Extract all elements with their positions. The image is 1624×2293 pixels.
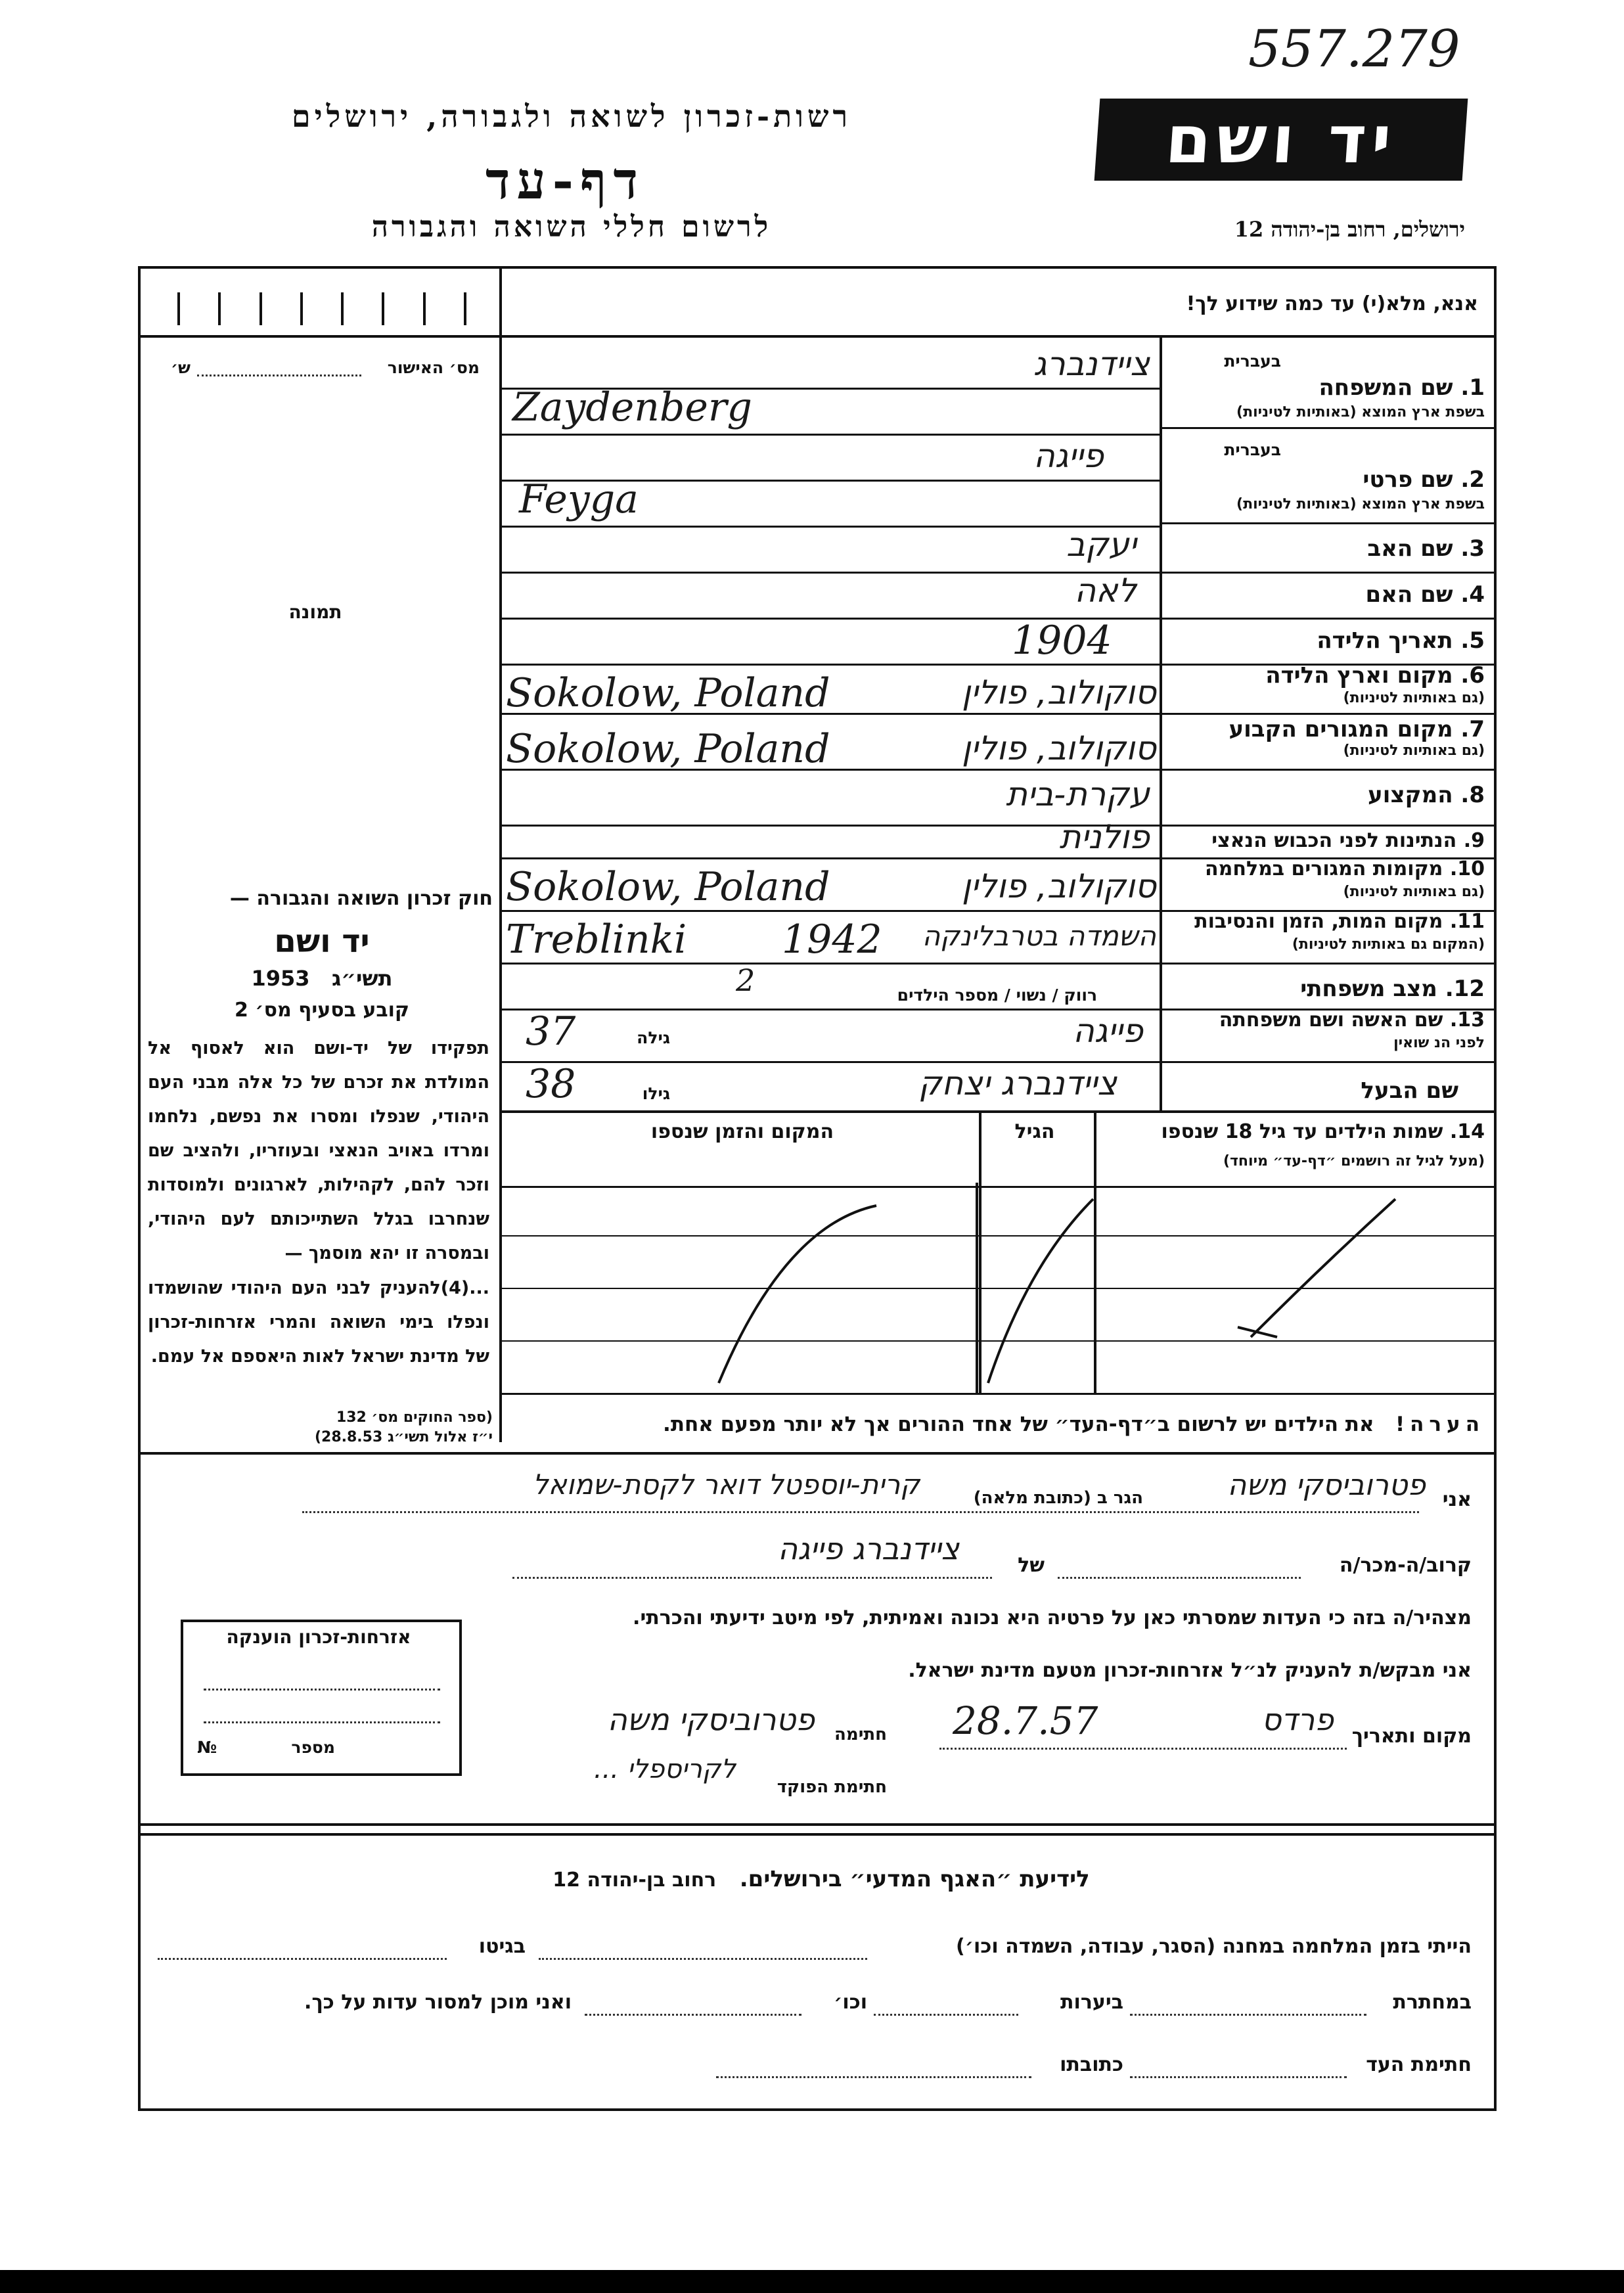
field-13-sub: לפני הנ שואין: [1393, 1035, 1485, 1051]
field-10-value-latin[interactable]: Sokolow, Poland: [506, 864, 830, 910]
law-text: תפקידו של יד-ושם הוא לאסוף אל המולדת את זכרם של כל אלה מבני העם היהודי, שנפלו ומסרו את נפשם, נלחמו ומרדו באויב הנאצי ובעוזריו, ולהציב שם וזכר להם, לקהילות, לארגונים ולמוסדות שנחרבו בגלל השתייכותם לעם היהודי, ובמסרה זו יהא מוסמך —: [148, 1038, 489, 1263]
field-11-value-year[interactable]: 1942: [782, 917, 882, 963]
authority-name: רשות-זכרון לשואה ולגבורה, ירושלים: [291, 99, 852, 134]
declaration-live-label: הגר ב (כתובת מלאה): [973, 1488, 1143, 1508]
field-1-hebrew-tag: בעברית: [1224, 352, 1281, 371]
field-5-value[interactable]: 1904: [1012, 618, 1112, 664]
field-6-value-latin[interactable]: Sokolow, Poland: [506, 670, 830, 716]
children-count[interactable]: 2: [736, 963, 756, 998]
certificate-number-label: מספר: [291, 1738, 335, 1757]
field-11-label: 11. מקום המות, הזמן והנסיבות: [1194, 910, 1485, 933]
declaration-relative-label: קרוב/ה-מכר/ה: [1339, 1554, 1472, 1577]
field-8-value[interactable]: עקרת-בית: [1006, 775, 1150, 813]
declaration-i-label: אני: [1442, 1488, 1472, 1511]
field-4-label: 4. שם האם: [1365, 581, 1485, 608]
bottom-line2-c: וכו׳: [834, 1991, 867, 2014]
field-10-label: 10. מקומות המגורים במלחמה: [1205, 857, 1485, 880]
instruction-text: אנא, מלא(י) עד כמה שידוע לך!: [1186, 292, 1478, 315]
approval-number-suffix: ש׳: [170, 358, 191, 377]
declaration-of-label: של: [1018, 1554, 1045, 1577]
note-line: [519, 1413, 1485, 1436]
officer-label: חתימת הפוקד: [777, 1777, 887, 1797]
approval-number-label: מס׳ האישור: [387, 358, 480, 377]
yad-vashem-logo: [1094, 99, 1468, 181]
field-6-label: 6. מקום וארץ הלידה: [1265, 662, 1485, 689]
place-date-label: מקום ותאריך: [1351, 1725, 1472, 1748]
officer-signature[interactable]: לקריספלי ...: [593, 1754, 736, 1784]
field-7-value-hebrew[interactable]: סוקולוב, פולין: [962, 729, 1156, 767]
photo-label: תמונה: [288, 601, 342, 623]
law-ref: (ספר החוקים מס׳ 132: [336, 1409, 493, 1426]
field-1-sub: בשפת ארץ המוצא (באותיות לטיניות): [1236, 404, 1485, 420]
field-13-value[interactable]: פייגה: [1073, 1012, 1143, 1050]
law-name: יד ושם: [274, 923, 370, 960]
field-5-label: 5. תאריך הלידה: [1317, 627, 1485, 654]
bottom-address: רחוב בן-יהודה 12: [553, 1869, 717, 1892]
law-ref-2: י״ז אלול תשי״ג 28.8.53): [314, 1429, 493, 1445]
signature-value[interactable]: פטרוביסקי משה: [607, 1702, 815, 1737]
field-7-value-latin[interactable]: Sokolow, Poland: [506, 726, 830, 772]
field-2-value-latin[interactable]: Feyga: [519, 476, 639, 522]
form-subtitle: לרשום חללי השואה והגבורה: [371, 210, 772, 244]
husband-value[interactable]: ציידנברג יצחק: [918, 1064, 1117, 1102]
scan-edge: [0, 2270, 1624, 2293]
bottom-line3-b: כתובתו: [1060, 2053, 1123, 2076]
children-col-place: המקום והזמן שנספו: [650, 1120, 834, 1143]
field-7-label: 7. מקום המגורים הקבוע: [1229, 716, 1485, 742]
field-1-label: 1. שם המשפחה: [1319, 375, 1485, 401]
field-11-value-hebrew[interactable]: השמדה בטרבלינקה: [922, 920, 1156, 952]
field-1-value-latin[interactable]: Zaydenberg: [512, 384, 752, 430]
approval-number-boxes[interactable]: [177, 292, 466, 325]
field-2-hebrew-tag: בעברית: [1224, 440, 1281, 459]
bottom-title-line: [328, 1866, 1314, 1892]
marital-options: רווק / נשוי / מספר הילדים: [897, 986, 1097, 1005]
bottom-line1-b: בגיטו: [478, 1935, 526, 1958]
field-3-label: 3. שם האב: [1367, 535, 1485, 562]
husband-age-label: גילו: [642, 1084, 670, 1103]
children-col-names-sub: (מעל לגיל זה רושמים ״דף-עד״ מיוחד): [1223, 1153, 1485, 1169]
field-6-value-hebrew[interactable]: סוקולוב, פולין: [962, 673, 1156, 712]
husband-label: שם הבעל: [1361, 1078, 1458, 1104]
field-10-sub: (גם באותיות לטיניות): [1343, 884, 1485, 900]
field-13-label: 13. שם האשה ושם משפחתה: [1219, 1009, 1485, 1032]
field-13-age-value[interactable]: 37: [526, 1009, 576, 1055]
declaration-statement-1: מצהיר/ה בזה כי העדות שמסרתי כאן על פרטיה היא נכונה ואמיתית, לפי מיטב ידיעתי והכרתי.: [633, 1606, 1472, 1629]
field-9-value[interactable]: פולנית: [1059, 818, 1150, 856]
law-clause: קובע בסעיף מס׳ 2: [234, 999, 410, 1022]
law-year: 1953: [251, 966, 310, 991]
field-12-label: 12. מצב משפחתי: [1300, 976, 1485, 1002]
place-value[interactable]: פרדס: [1261, 1702, 1334, 1737]
field-10-value-hebrew[interactable]: סוקולוב, פולין: [962, 867, 1156, 905]
note-text: את הילדים יש לרשום ב״דף-העד״ של אחד ההורים אך לא יותר מפעם אחת.: [663, 1413, 1374, 1436]
bottom-line2-d: ואני מוכן למסור עדות על כך.: [304, 1991, 572, 2014]
witness-name[interactable]: פטרוביסקי משה: [1227, 1468, 1426, 1502]
bottom-line2-b: ביערות: [1060, 1991, 1123, 2014]
field-2-sub: בשפת ארץ המוצא (באותיות לטיניות): [1236, 496, 1485, 512]
bottom-line1-a: הייתי בזמן המלחמה במחנה (הסגר, עבודה, השמדה וכו׳): [956, 1935, 1472, 1958]
note-label: הערה!: [1395, 1413, 1485, 1436]
bottom-line2-a: במחתרת: [1393, 1991, 1472, 2014]
bottom-line3-a: חתימת העד: [1366, 2053, 1472, 2076]
logo-text: יד ושם: [1163, 101, 1399, 178]
header-address: ירושלים, רחוב בן-יהודה 12: [1234, 217, 1465, 242]
field-4-value[interactable]: לאה: [1074, 572, 1137, 610]
witness-address[interactable]: קרית-יוספטל דואר לקסת-שמואל: [532, 1468, 920, 1501]
field-11-sub: (המקום גם באותיות לטיניות): [1292, 936, 1485, 953]
field-2-label: 2. שם פרטי: [1363, 466, 1485, 493]
archive-number: 557.279: [1248, 20, 1460, 79]
field-8-label: 8. המקצוע: [1368, 782, 1485, 808]
children-crossed-out-marks: [502, 1186, 1494, 1393]
law-year-heb: תשי״ג: [331, 966, 393, 991]
declaration-statement-2: אני מבקש/ת להעניק לנ״ל אזרחות-זכרון מטעם מדינת ישראל.: [908, 1659, 1472, 1682]
field-3-value[interactable]: יעקב: [1066, 526, 1137, 564]
field-2-value-hebrew[interactable]: פייגה: [1033, 437, 1104, 475]
field-9-label: 9. הנתינות לפני הכבוש הנאצי: [1211, 829, 1485, 852]
signature-label: חתימה: [834, 1725, 887, 1744]
husband-age-value[interactable]: 38: [526, 1061, 576, 1107]
certificate-title: אזרחות-זכרון הוענקה: [226, 1626, 411, 1648]
law-year-line: [151, 966, 493, 991]
children-col-age: הגיל: [1014, 1120, 1055, 1143]
law-title: חוק זכרון השואה והגבורה —: [229, 887, 493, 910]
field-13-age-label: גילה: [637, 1028, 670, 1047]
field-7-sub: (גם באותיות לטיניות): [1343, 742, 1485, 759]
date-value[interactable]: 28.7.57: [953, 1698, 1098, 1743]
children-col-names: 14. שמות הילדים עד גיל 18 שנספו: [1161, 1120, 1485, 1143]
field-6-sub: (גם באותיות לטיניות): [1343, 690, 1485, 706]
form-title: דף-עד: [485, 151, 644, 211]
relative-of[interactable]: ציידנברג פייגה: [778, 1531, 959, 1566]
field-11-value-latin[interactable]: Treblinki: [506, 917, 687, 963]
law-text-2: ...(4)להעניק לבני העם היהודי שהושמדו ונפלו בימי השואה והמרי אזרחות-זכרון של מדינת ישראל לאות היאספם אל עמם.: [148, 1278, 489, 1367]
field-1-value-hebrew[interactable]: ציידנברג: [1033, 345, 1150, 383]
bottom-title: לידיעת ״האגף המדעי״ בירושלים.: [739, 1866, 1090, 1892]
certificate-number-suffix: №: [197, 1738, 217, 1757]
